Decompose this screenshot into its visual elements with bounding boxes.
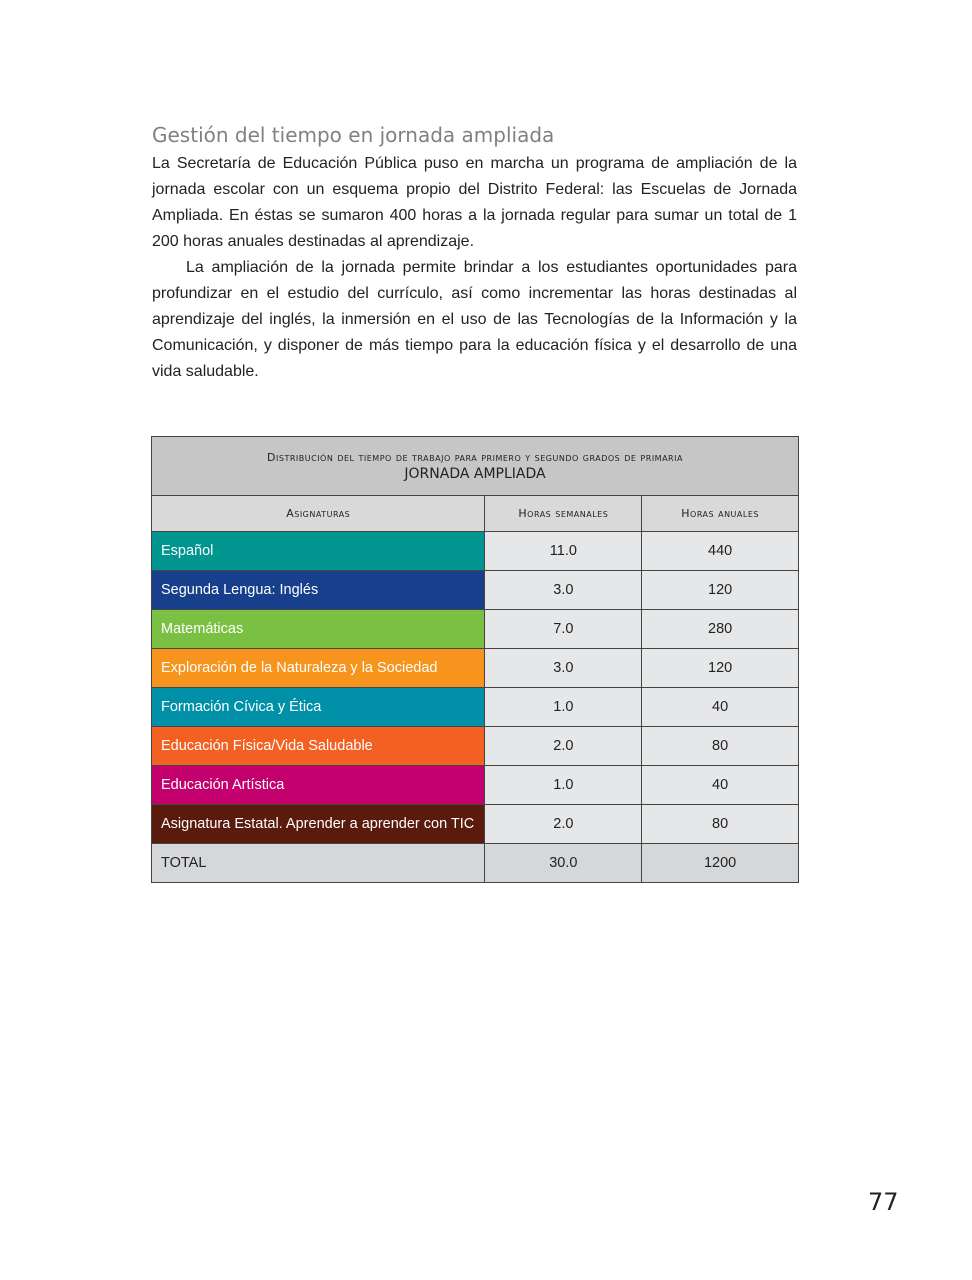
subject-cell: Educación Física/Vida Saludable <box>152 727 485 766</box>
weekly-hours-cell: 3.0 <box>485 571 642 610</box>
annual-hours-cell: 440 <box>642 532 799 571</box>
table-row <box>152 727 799 766</box>
table-caption-line2: JORNADA AMPLIADA <box>404 465 546 482</box>
annual-hours-cell: 40 <box>642 766 799 805</box>
page-number: 77 <box>868 1188 899 1216</box>
subject-cell: Matemáticas <box>152 610 485 649</box>
annual-hours-cell: 120 <box>642 649 799 688</box>
body-text <box>152 151 797 385</box>
annual-hours-cell: 1200 <box>642 844 799 883</box>
paragraph: La Secretaría de Educación Pública puso en marcha un programa de ampliación de la jornada escolar con un esquema propio del Distrito Federal: las Escuelas de Jornada Ampliada. En éstas se sumaron 400 horas a la jornada regular para sumar un total de 1 200 horas anuales destinadas al aprendizaje. <box>152 155 797 250</box>
weekly-hours-cell: 1.0 <box>485 688 642 727</box>
subject-cell: Segunda Lengua: Inglés <box>152 571 485 610</box>
paragraph: La ampliación de la jornada permite brindar a los estudiantes oportunidades para profundizar en el estudio del currículo, así como incrementar las horas destinadas al aprendizaje del inglés, la inmersión en el uso de las Tecnologías de la Información y la Comunicación, y disponer de más tiempo para la educación física y el desarrollo de una vida saludable. <box>152 259 797 380</box>
weekly-hours-cell: 30.0 <box>485 844 642 883</box>
column-header: Horas semanales <box>485 496 642 532</box>
table-row <box>152 649 799 688</box>
weekly-hours-cell: 3.0 <box>485 649 642 688</box>
subject-cell: TOTAL <box>152 844 485 883</box>
subject-cell: Formación Cívica y Ética <box>152 688 485 727</box>
column-header: Horas anuales <box>642 496 799 532</box>
weekly-hours-cell: 7.0 <box>485 610 642 649</box>
table-caption <box>152 437 799 496</box>
annual-hours-cell: 120 <box>642 571 799 610</box>
annual-hours-cell: 80 <box>642 727 799 766</box>
weekly-hours-cell: 2.0 <box>485 727 642 766</box>
table-row <box>152 805 799 844</box>
weekly-hours-cell: 1.0 <box>485 766 642 805</box>
weekly-hours-cell: 11.0 <box>485 532 642 571</box>
subject-cell: Español <box>152 532 485 571</box>
subject-cell: Educación Artística <box>152 766 485 805</box>
weekly-hours-cell: 2.0 <box>485 805 642 844</box>
time-distribution-table <box>151 436 799 883</box>
annual-hours-cell: 80 <box>642 805 799 844</box>
annual-hours-cell: 280 <box>642 610 799 649</box>
section-title: Gestión del tiempo en jornada ampliada <box>152 123 555 147</box>
table-row <box>152 688 799 727</box>
annual-hours-cell: 40 <box>642 688 799 727</box>
column-header: Asignaturas <box>152 496 485 532</box>
table-caption-line1: Distribución del tiempo de trabajo para primero y segundo grados de primaria <box>267 450 683 464</box>
table-row <box>152 532 799 571</box>
table-row <box>152 766 799 805</box>
table-row-total <box>152 844 799 883</box>
subject-cell: Exploración de la Naturaleza y la Sociedad <box>152 649 485 688</box>
subject-cell: Asignatura Estatal. Aprender a aprender con TIC <box>152 805 485 844</box>
table-row <box>152 571 799 610</box>
table-row <box>152 610 799 649</box>
